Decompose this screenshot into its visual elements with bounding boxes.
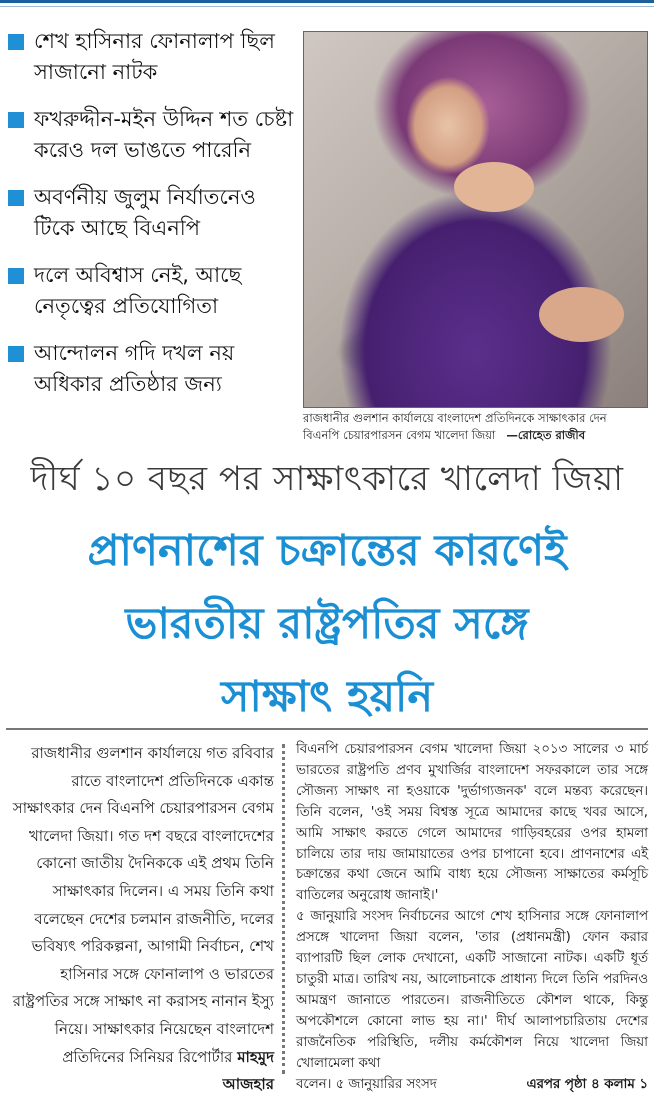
highlights-list <box>8 26 298 416</box>
reporter-byline: মাহমুদ আজহার <box>222 1047 274 1094</box>
photo-hand-left <box>454 162 534 212</box>
square-bullet-icon <box>8 346 24 362</box>
highlight-text: আন্দোলন গদি দখল নয় অধিকার প্রতিষ্ঠার জন্য <box>34 341 235 396</box>
intro-column <box>10 740 274 1099</box>
square-bullet-icon <box>8 268 24 284</box>
article-last-line: বলেন। ৫ জানুয়ারির সংসদ <box>296 1076 437 1092</box>
highlight-text: শেখ হাসিনার ফোনালাপ ছিল সাজানো নাটক <box>34 29 275 84</box>
column-divider <box>282 744 285 1074</box>
article-paragraph: ৫ জানুয়ারি সংসদ নির্বাচনের আগে শেখ হাসিনার সঙ্গে ফোনালাপ প্রসঙ্গে খালেদা জিয়া বলেন, 'তার (প্রধানমন্ত্রী) ফোন করার ব্যাপারটি ছিল লোক দেখানো, একটি সাজানো নাটক। একটি ধূর্ত চাতুরী মাত্র। তারিখ নয়, আলোচনাকে প্রাধান্য দিলে তিনি পরদিনও আমন্ত্রণ জানাতে পারতেন। রাজনীতিতে কৌশল থাকে, কিন্তু অপকৌশলে কোনো লাভ হয় না।' দীর্ঘ আলাপচারিতায় দেশের রাজনৈতিক পরিস্থিতি, দলীয় কর্মকৌশল নিয়ে খালেদা জিয়া খোলামেলা কথা <box>296 909 648 1071</box>
top-rule <box>0 0 654 3</box>
photo-credit: —রোহেত রাজীব <box>506 428 586 442</box>
news-photo <box>303 31 648 408</box>
highlight-item <box>8 26 298 88</box>
highlight-item <box>8 338 298 400</box>
square-bullet-icon <box>8 112 24 128</box>
photo-caption <box>303 410 646 444</box>
photo-caption-text: রাজধানীর গুলশান কার্যালয়ে বাংলাদেশ প্রতিদিনকে সাক্ষাৎকার দেন বিএনপি চেয়ারপারসন বেগম খালেদা জিয়া <box>303 411 607 442</box>
headline-line: সাক্ষাৎ হয়নি <box>220 672 434 722</box>
highlight-item <box>8 260 298 322</box>
square-bullet-icon <box>8 190 24 206</box>
square-bullet-icon <box>8 34 24 50</box>
headline-line: ভারতীয় রাষ্ট্রপতির সঙ্গে <box>125 599 529 649</box>
continued-on-link[interactable]: এরপর পৃষ্ঠা ৪ কলাম ১ <box>526 1076 648 1092</box>
main-headline <box>0 515 654 734</box>
highlight-item <box>8 182 298 244</box>
intro-text: রাজধানীর গুলশান কার্যালয়ে গত রবিবার রাতে বাংলাদেশ প্রতিদিনকে একান্ত সাক্ষাৎকার দেন বিএনপি চেয়ারপারসন বেগম খালেদা জিয়া। গত দশ বছরে বাংলাদেশের কোনো জাতীয় দৈনিককে এই প্রথম তিনি সাক্ষাৎকার দিলেন। এ সময় তিনি কথা বলেছেন দেশের চলমান রাজনীতি, দলের ভবিষ্যৎ পরিকল্পনা, আগামী নির্বাচন, শেখ হাসিনার সঙ্গে ফোনালাপ ও ভারতের রাষ্ট্রপতির সঙ্গে সাক্ষাৎ না করাসহ নানান ইস্যু নিয়ে। সাক্ষাৎকার নিয়েছেন বাংলাদেশ প্রতিদিনের সিনিয়র রিপোর্টার <box>12 744 274 1066</box>
continuation-line <box>296 1075 648 1096</box>
section-divider <box>6 728 648 730</box>
top-rule-thin <box>0 6 654 7</box>
headline-line: প্রাণনাশের চক্রান্তের কারণেই <box>87 526 567 576</box>
kicker-headline: দীর্ঘ ১০ বছর পর সাক্ষাৎকারে খালেদা জিয়া <box>30 459 624 499</box>
article-paragraph: বিএনপি চেয়ারপারসন বেগম খালেদা জিয়া ২০১৩ সালের ৩ মার্চ ভারতের রাষ্ট্রপতি প্রণব মুখার্জির বাংলাদেশ সফরকালে তার সঙ্গে সৌজন্য সাক্ষাৎ না হওয়াকে 'দুর্ভাগ্যজনক' বলে মন্তব্য করেছেন। তিনি বলেন, 'ওই সময় বিশ্বস্ত সূত্রে আমাদের কাছে খবর আসে, আমি সাক্ষাৎ করতে গেলে আমাদের গাড়িবহরের ওপর হামলা চালিয়ে তার দায় জামায়াতের ওপর চাপানো হবে। প্রাণনাশের এই চক্রান্তের কথা জেনে আমি বাধ্য হয়ে সৌজন্য সাক্ষাতের কর্মসূচি বাতিলের অনুরোধ জানাই।' <box>296 742 648 904</box>
highlight-text: ফখরুদ্দীন-মইন উদ্দিন শত চেষ্টা করেও দল ভাঙতে পারেনি <box>34 107 294 162</box>
highlight-item <box>8 104 298 166</box>
photo-hand-right <box>539 287 624 342</box>
highlight-text: অবর্ণনীয় জুলুম নির্যাতনেও টিকে আছে বিএনপি <box>34 185 256 240</box>
highlight-text: দলে অবিশ্বাস নেই, আছে নেতৃত্বের প্রতিযোগিতা <box>34 263 242 318</box>
article-body <box>296 740 648 1095</box>
